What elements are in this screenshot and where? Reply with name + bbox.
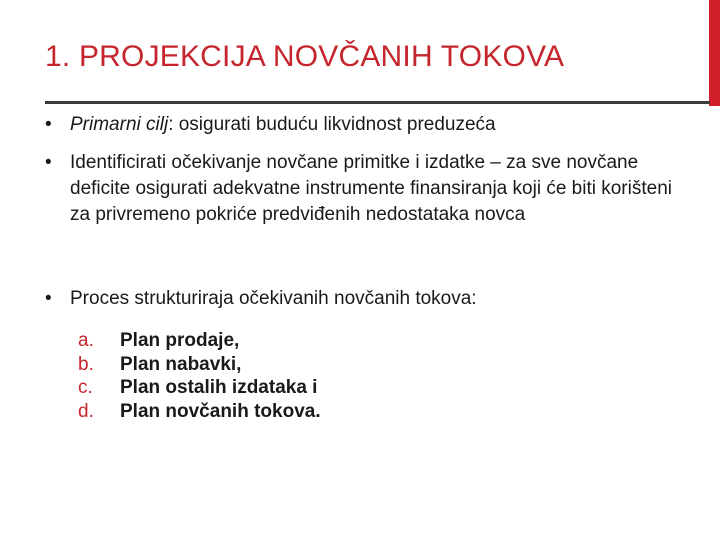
sublist-letter: d.: [78, 400, 94, 422]
sublist-letter: a.: [78, 330, 94, 351]
sublist-item: [78, 376, 321, 400]
bullet-text: Identificirati očekivanje novčane primitke i izdatke – za sve novčane deficite osigurati adekvatne instrumente finansiranja koji će biti korišteni za privremeno pokriće predviđenih nedostataka novca: [70, 152, 672, 225]
sublist-letter: b.: [78, 353, 94, 375]
sublist-text: Plan nabavki,: [120, 353, 242, 375]
sublist-item: [78, 353, 321, 377]
sublist-text: Plan novčanih tokova.: [120, 400, 321, 422]
sublist-item: [78, 329, 321, 353]
bullet-text: [70, 112, 685, 138]
sublist-text: Plan prodaje,: [120, 330, 240, 351]
slide-title: 1. PROJEKCIJA NOVČANIH TOKOVA: [45, 40, 565, 73]
bullet-icon: •: [45, 152, 52, 173]
bullet-icon: •: [45, 114, 52, 135]
sublist-letter: c.: [78, 377, 93, 398]
title-underline: [45, 101, 710, 104]
bullet-text: Proces strukturiraja očekivanih novčanih tokova:: [70, 288, 477, 309]
bullet-icon: •: [45, 288, 52, 309]
accent-bar: [709, 0, 720, 106]
bullet-item-goal: [45, 112, 685, 138]
bullet-item-process: [45, 286, 685, 312]
bullet-italic-prefix: Primarni cilj: [70, 114, 169, 135]
plan-sublist: [78, 329, 321, 423]
sublist-text: Plan ostalih izdataka i: [120, 377, 318, 398]
sublist-item: [78, 400, 321, 424]
bullet-body: : osigurati buduću likvidnost preduzeća: [168, 114, 496, 135]
bullet-item-identify: [45, 150, 685, 228]
